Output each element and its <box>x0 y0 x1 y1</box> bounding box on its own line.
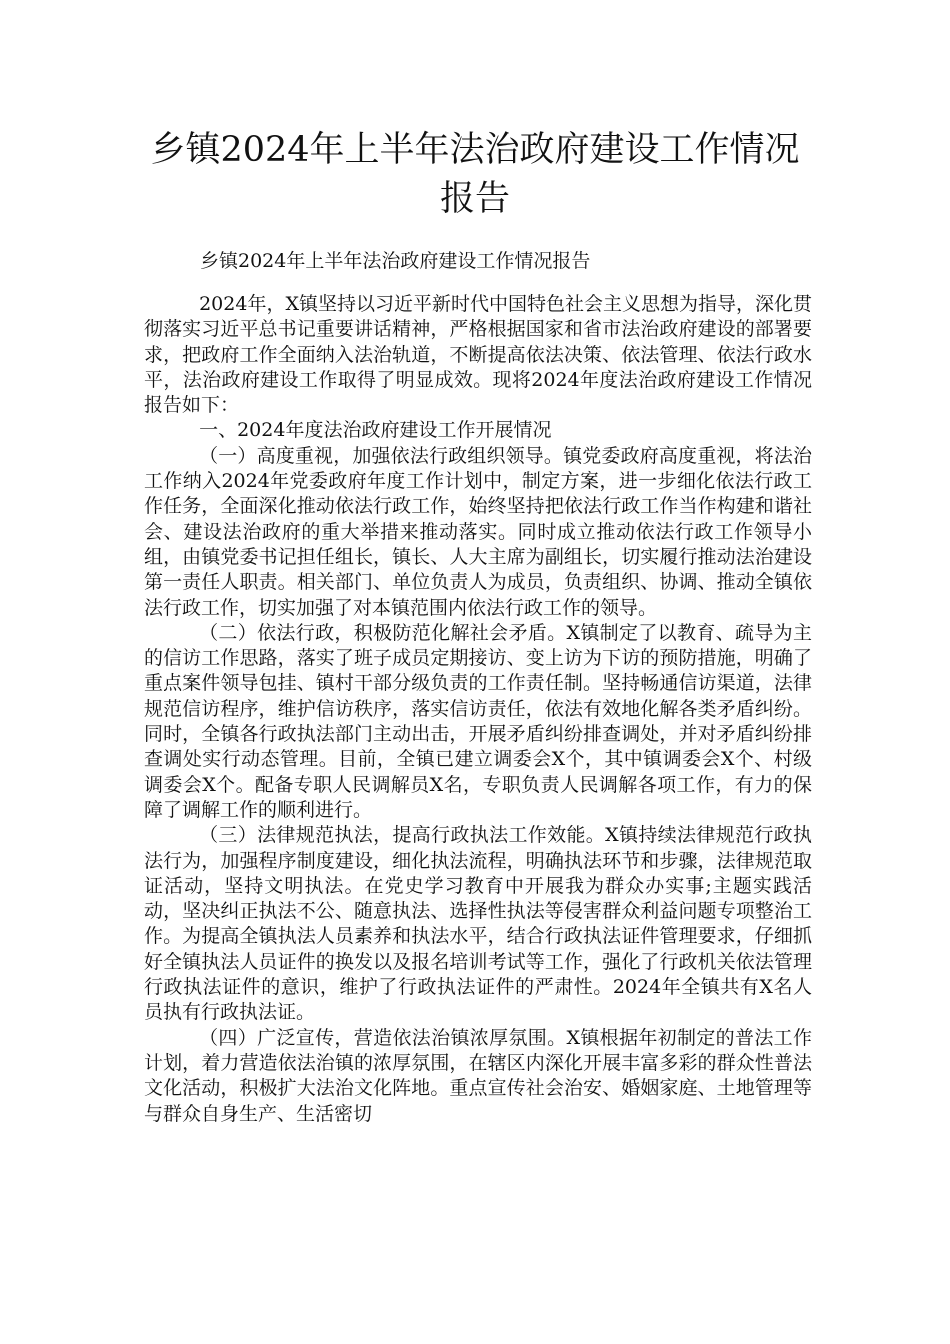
body-paragraph-intro: 2024年，X镇坚持以习近平新时代中国特色社会主义思想为指导，深化贯彻落实习近平总书记重要讲话精神，严格根据国家和省市法治政府建设的部署要求，把政府工作全面纳入法治轨道，不断提高依法决策、依法管理、依法行政水平，法治政府建设工作取得了明显成效。现将2024年度法治政府建设工作情况报告如下： <box>144 293 812 417</box>
body-paragraph-3: （三）法律规范执法，提高行政执法工作效能。X镇持续法律规范行政执法行为，加强程序制度建设，细化执法流程，明确执法环节和步骤，法律规范取证活动，坚持文明执法。在党史学习教育中开展我为群众办实事;主题实践活动，坚决纠正执法不公、随意执法、选择性执法等侵害群众利益问题专项整治工作。为提高全镇执法人员素养和执法水平，结合行政执法证件管理要求，仔细抓好全镇执法人员证件的换发以及报名培训考试等工作，强化了行政机关依法管理行政执法证件的意识，维护了行政执法证件的严肃性。2024年全镇共有X名人员执有行政执法证。 <box>144 824 812 1024</box>
body-paragraph-1: （一）高度重视，加强依法行政组织领导。镇党委政府高度重视，将法治工作纳入2024年党委政府年度工作计划中，制定方案，进一步细化依法行政工作任务，全面深化推动依法行政工作，始终坚持把依法行政工作当作构建和谐社会、建设法治政府的重大举措来推动落实。同时成立推动依法行政工作领导小组，由镇党委书记担任组长，镇长、人大主席为副组长，切实履行推动法治建设第一责任人职责。相关部门、单位负责人为成员，负责组织、协调、推动全镇依法行政工作，切实加强了对本镇范围内依法行政工作的领导。 <box>144 444 812 619</box>
section-heading-1: 一、2024年度法治政府建设工作开展情况 <box>199 419 552 442</box>
body-paragraph-2: （二）依法行政，积极防范化解社会矛盾。X镇制定了以教育、疏导为主的信访工作思路，落实了班子成员定期接访、变上访为下访的预防措施，明确了重点案件领导包挂、镇村干部分级负责的工作责任制。坚持畅通信访渠道，法律规范信访程序，维护信访秩序，落实信访责任，依法有效地化解各类矛盾纠纷。同时，全镇各行政执法部门主动出击，开展矛盾纠纷排查调处，并对矛盾纠纷排查调处实行动态管理。目前，全镇已建立调委会X个，其中镇调委会X个、村级调委会X个。配备专职人民调解员X名，专职负责人民调解各项工作，有力的保障了调解工作的顺利进行。 <box>144 621 812 821</box>
document-subtitle: 乡镇2024年上半年法治政府建设工作情况报告 <box>200 250 591 272</box>
document-title-line-1: 乡镇2024年上半年法治政府建设工作情况 <box>150 130 800 170</box>
document-title-line-2: 报告 <box>439 179 510 219</box>
document-body <box>144 292 812 1127</box>
body-paragraph-4: （四）广泛宣传，营造依法治镇浓厚氛围。X镇根据年初制定的普法工作计划，着力营造依法治镇的浓厚氛围，在辖区内深化开展丰富多彩的群众性普法文化活动，积极扩大法治文化阵地。重点宣传社会治安、婚姻家庭、土地管理等与群众自身生产、生活密切 <box>144 1026 812 1125</box>
document-title <box>120 126 830 224</box>
